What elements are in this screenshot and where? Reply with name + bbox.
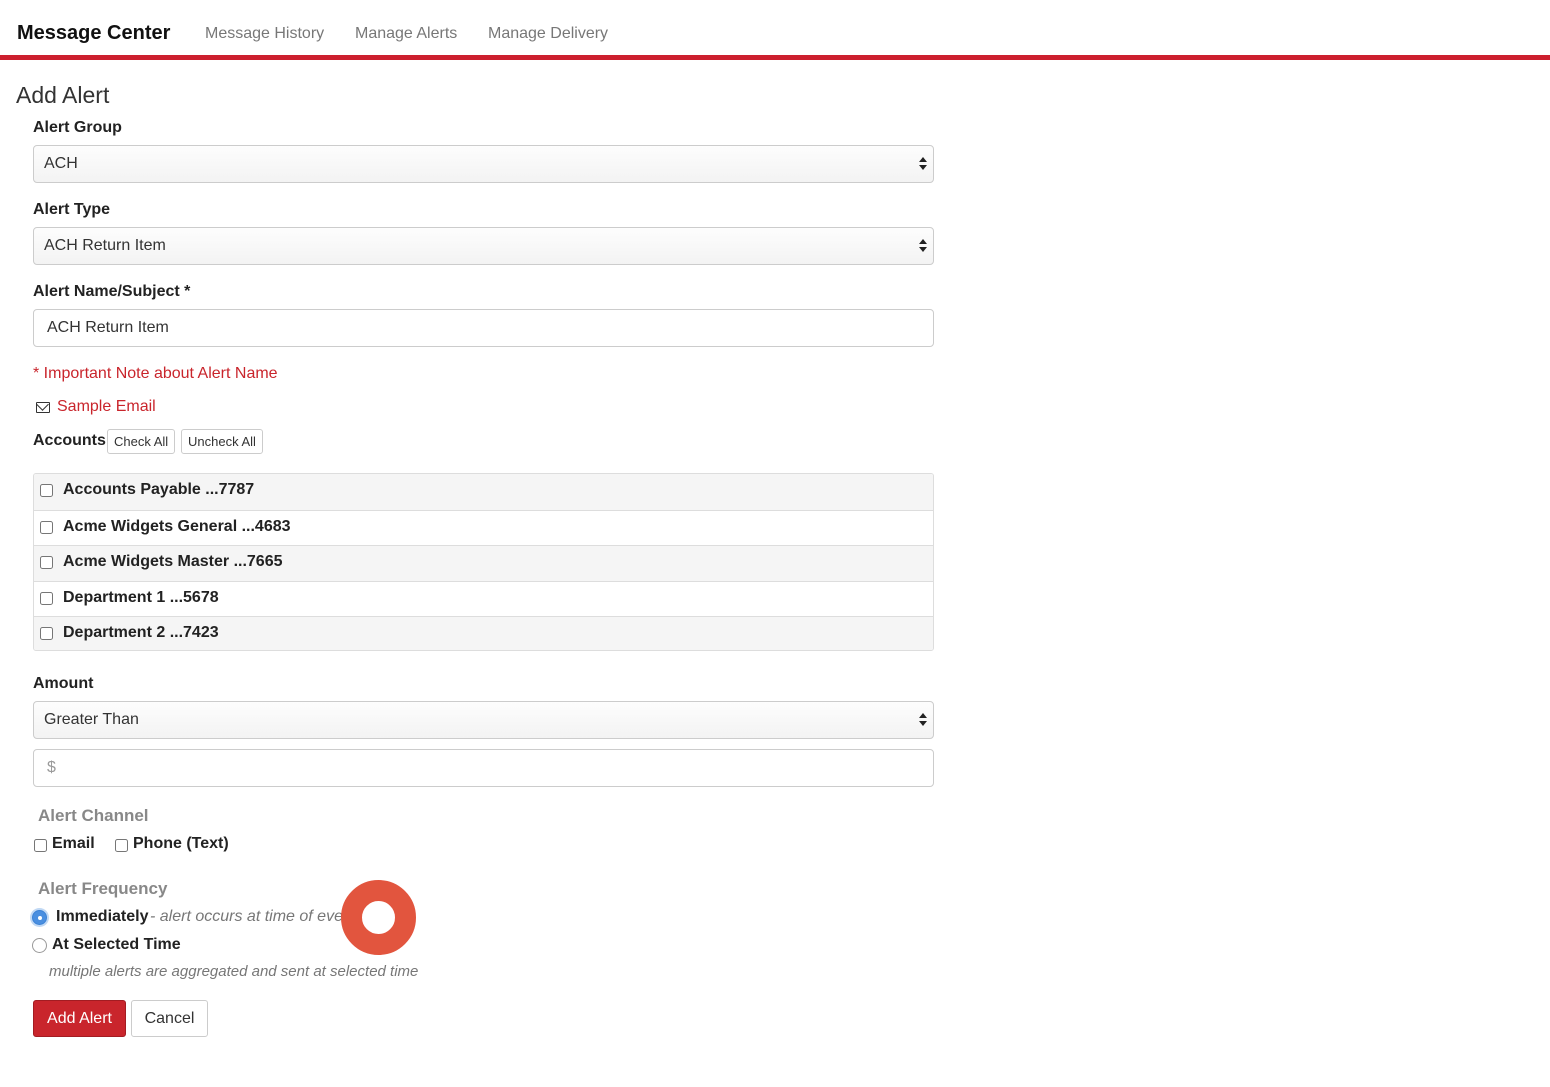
account-name: Department 1 ...5678 [63, 588, 219, 606]
amount-label: Amount [33, 675, 94, 692]
account-name: Department 2 ...7423 [63, 624, 219, 641]
alert-group-label: Alert Group [33, 119, 122, 136]
channel-phone-checkbox[interactable] [115, 839, 128, 852]
amount-comparison-select[interactable] [33, 701, 934, 739]
top-nav [0, 0, 1550, 60]
alert-name-label: Alert Name/Subject * [33, 283, 191, 300]
brand-title: Message Center [17, 22, 171, 44]
alert-type-label: Alert Type [33, 201, 111, 218]
channel-email-checkbox[interactable] [34, 839, 47, 852]
selected-time-hint: multiple alerts are aggregated and sent at selected time [49, 963, 419, 980]
frequency-immediately-desc: - alert occurs at time of event [150, 908, 357, 925]
frequency-immediately-label: Immediately [56, 908, 149, 925]
channel-phone-label: Phone (Text) [133, 835, 229, 852]
frequency-selected-time-radio[interactable] [32, 938, 47, 953]
cursor-marker [341, 880, 416, 955]
alert-type-select[interactable] [33, 227, 934, 265]
account-checkbox[interactable] [40, 556, 53, 569]
account-checkbox[interactable] [40, 627, 53, 640]
account-name: Acme Widgets Master ...7665 [63, 553, 283, 570]
account-row[interactable] [34, 581, 933, 617]
amount-input[interactable] [33, 749, 934, 787]
select-arrows-icon [919, 155, 927, 173]
account-row[interactable] [34, 474, 933, 510]
account-name: Accounts Payable ...7787 [63, 481, 255, 498]
select-arrows-icon [919, 237, 927, 255]
frequency-selected-time-label: At Selected Time [52, 936, 181, 953]
account-row[interactable] [34, 616, 933, 651]
uncheck-all-button[interactable]: Uncheck All [181, 429, 263, 454]
amount-comparison-value: Greater Than [44, 711, 139, 728]
sample-email-link[interactable]: Sample Email [57, 398, 156, 415]
frequency-immediately-radio[interactable] [32, 910, 47, 925]
alert-group-select[interactable] [33, 145, 934, 183]
alert-channel-heading: Alert Channel [38, 806, 149, 825]
account-checkbox[interactable] [40, 592, 53, 605]
account-row[interactable] [34, 545, 933, 581]
alert-type-value: ACH Return Item [44, 237, 166, 254]
alert-group-value: ACH [44, 155, 78, 172]
account-name: Acme Widgets General ...4683 [63, 517, 291, 535]
alert-frequency-heading: Alert Frequency [38, 879, 168, 898]
add-alert-button[interactable]: Add Alert [33, 1000, 126, 1037]
alert-name-input[interactable] [33, 309, 934, 347]
cancel-button[interactable]: Cancel [131, 1000, 208, 1037]
accounts-label: Accounts [33, 432, 106, 449]
nav-manage-alerts[interactable]: Manage Alerts [355, 25, 458, 42]
accounts-list [33, 473, 934, 651]
channel-email-label: Email [52, 835, 95, 852]
account-checkbox[interactable] [40, 484, 53, 497]
envelope-icon [36, 402, 50, 413]
select-arrows-icon [919, 711, 927, 729]
check-all-button[interactable]: Check All [107, 429, 175, 454]
account-row[interactable] [34, 510, 933, 546]
page-title: Add Alert [16, 82, 110, 108]
account-checkbox[interactable] [40, 521, 53, 534]
nav-manage-delivery[interactable]: Manage Delivery [488, 25, 609, 42]
nav-message-history[interactable]: Message History [205, 25, 325, 42]
important-note-link[interactable]: * Important Note about Alert Name [33, 365, 278, 382]
